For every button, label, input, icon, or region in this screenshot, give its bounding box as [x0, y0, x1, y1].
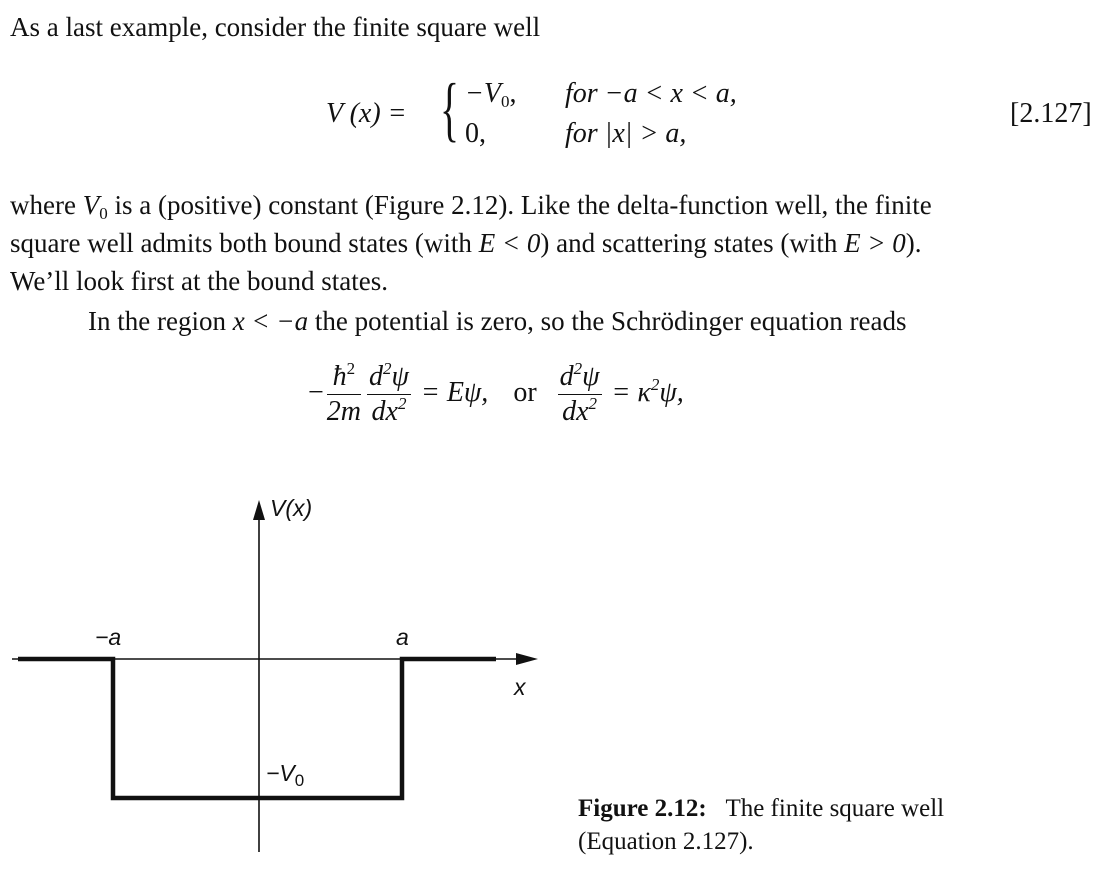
intro-line: As a last example, consider the finite square well	[10, 12, 541, 42]
equation-number: [2.127]	[1010, 98, 1092, 129]
figure-caption: Figure 2.12: The finite square well (Equation 2.127).	[578, 795, 945, 855]
eq-lhs: V (x) =	[326, 98, 407, 129]
d2psi-frac-2: $\frac{d^2\psi}{dx^2}$	[559, 359, 600, 427]
eq-brace: {	[440, 69, 460, 149]
right-edge-label: a	[396, 624, 409, 650]
x-axis-label: x	[514, 674, 526, 700]
x-axis-arrow-icon	[516, 653, 538, 665]
left-edge-label: −a	[95, 624, 122, 650]
case1-condition: for −a < x < a,	[565, 78, 737, 109]
case1-value: $-V_0$,	[465, 78, 517, 111]
case2-condition: for |x| > a,	[565, 118, 687, 149]
y-axis-label: V(x)	[270, 495, 313, 521]
square-well-figure	[0, 486, 560, 876]
schrodinger-equation: − $\frac{ħ^2}{2m}$ $\frac{d^2\psi}{dx^2}$ = Eψ, or $\frac{d^2\psi}{dx^2}$ = $\kappa^2\psi$,	[308, 359, 684, 427]
depth-label: $-V_0$	[266, 760, 305, 790]
case2-value: 0,	[465, 118, 486, 149]
para2-line2: square well admits both bound states (with E < 0) and scattering states (with E > 0).	[10, 228, 922, 258]
potential-well-curve	[18, 659, 496, 798]
d2psi-frac-1: $\frac{d^2\psi}{dx^2}$	[369, 359, 409, 427]
para2-line3: We’ll look first at the bound states.	[10, 266, 388, 296]
equation-2127	[0, 70, 1118, 160]
para3-line: In the region x < −a the potential is zero, so the Schrödinger equation reads	[88, 306, 907, 336]
para2-line1: where $V_0$ is a (positive) constant (Figure 2.12). Like the delta-function well, the finite	[10, 190, 932, 223]
y-axis-arrow-icon	[253, 500, 265, 520]
hbar-frac: $\frac{ħ^2}{2m}$	[326, 359, 362, 427]
